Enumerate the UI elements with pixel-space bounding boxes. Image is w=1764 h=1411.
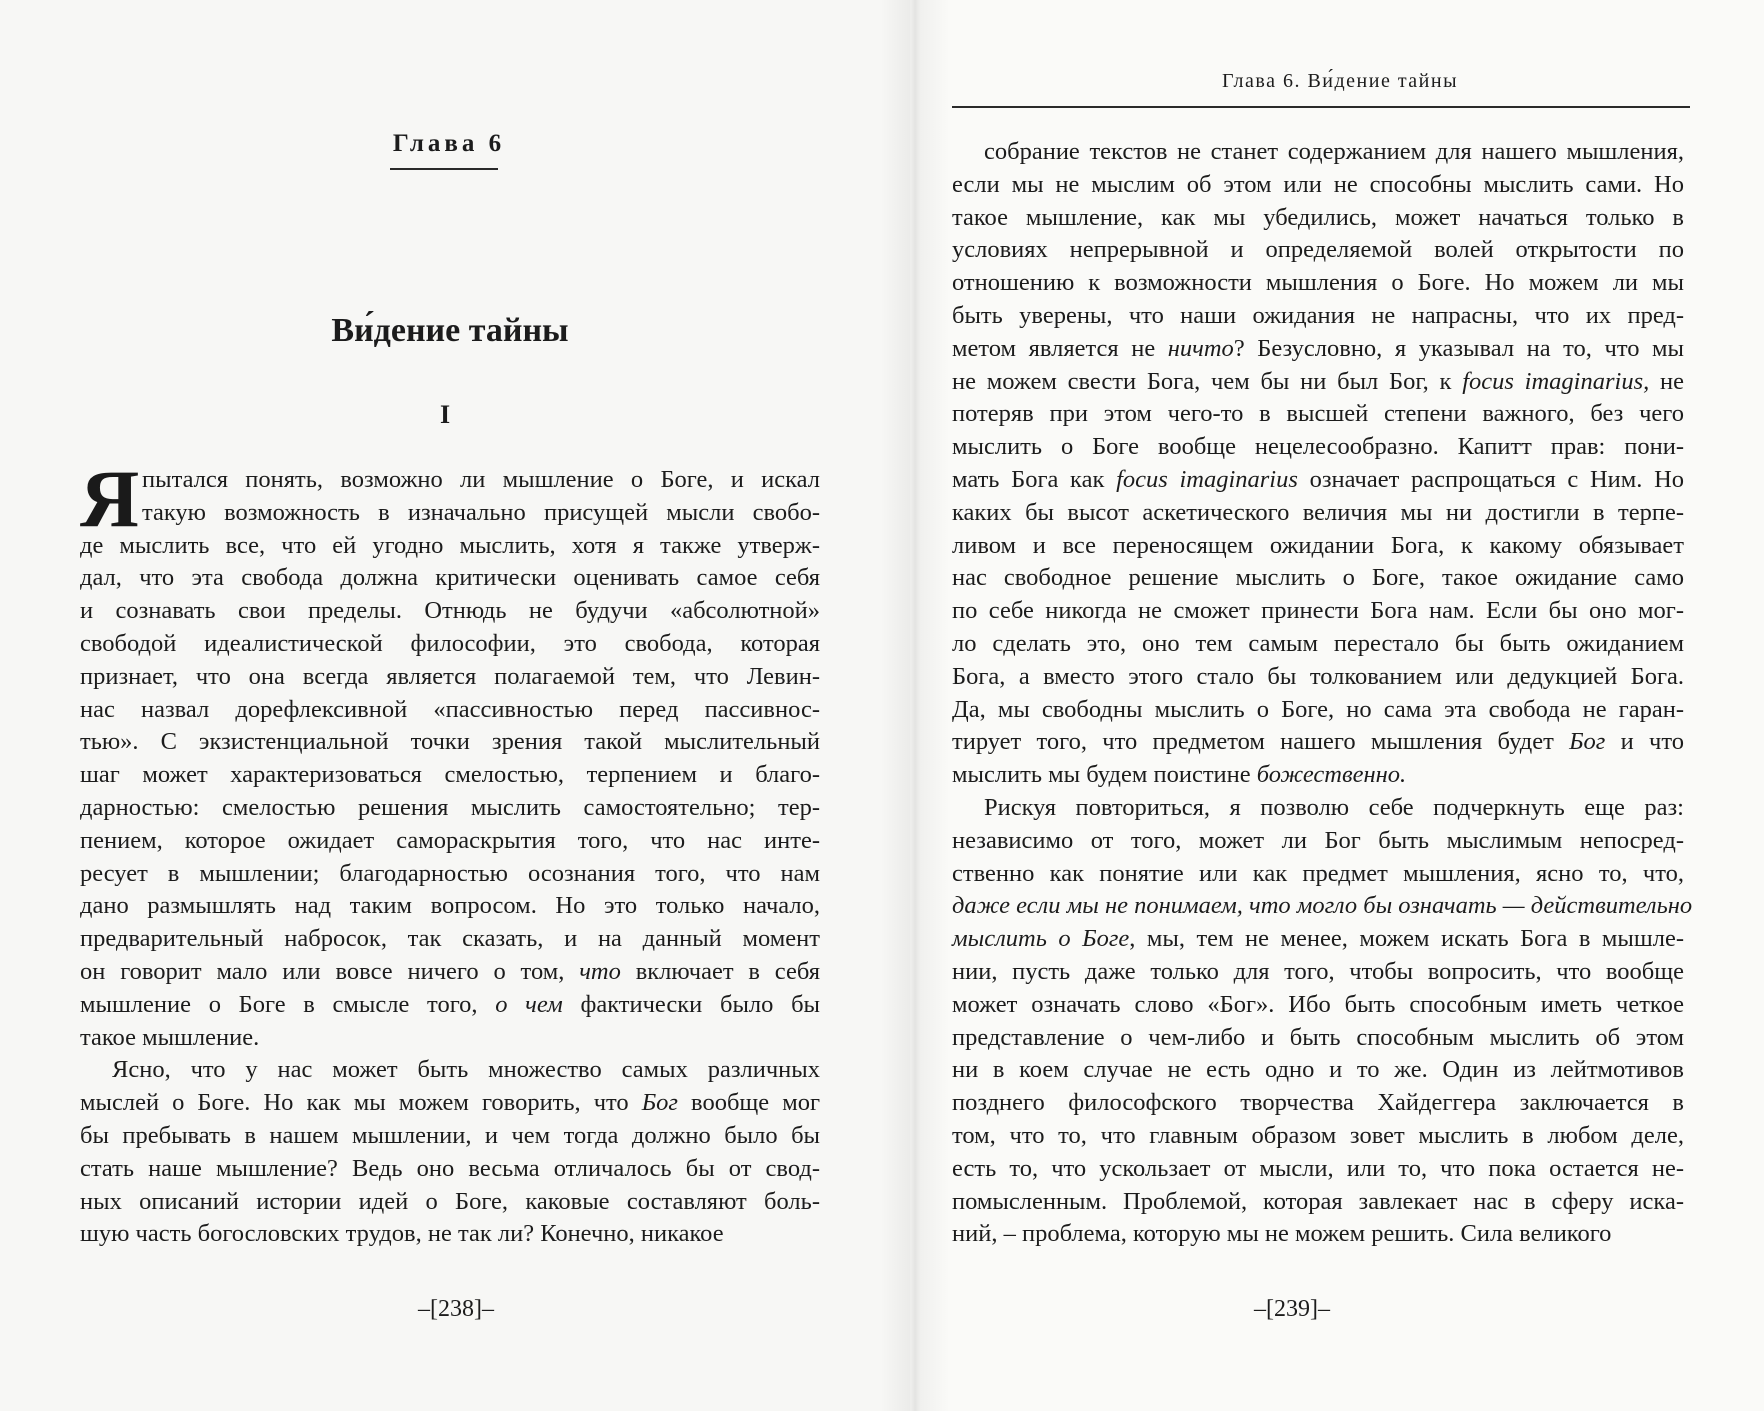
text-line [80, 661, 820, 694]
text-run: мышление о Боге в смысле того, [80, 990, 496, 1018]
text-run: условиях непрерывной и определяемой волей открытости по [952, 236, 1684, 264]
text-line [80, 595, 820, 628]
text-line [952, 1022, 1684, 1055]
text-line [952, 497, 1684, 530]
text-line [80, 759, 820, 792]
text-line [952, 1153, 1684, 1186]
italic-run: что [579, 957, 621, 985]
text-run: стать наше мышление? Ведь оно весьма отличалось бы от свод- [80, 1154, 820, 1182]
text-run: нас свободное решение мыслить о Боге, такое ожидание само [952, 564, 1684, 592]
italic-run: focus imaginarius, [1462, 367, 1650, 395]
text-line [952, 792, 1684, 825]
text-line [952, 1120, 1684, 1153]
text-run: ний, – проблема, которую мы не можем решить. Сила великого [952, 1220, 1612, 1248]
text-run: Бога, а вместо этого стало бы толкованием или дедукцией Бога. [952, 662, 1684, 690]
chapter-label: Глава 6 [392, 130, 506, 157]
italic-run: даже если мы не понимаем, что могло бы означать — действительно [952, 892, 1693, 920]
text-run: мать Бога как [952, 465, 1117, 493]
text-run: ных описаний истории идей о Боге, каковые составляют боль- [80, 1187, 820, 1215]
italic-run: focus imaginarius [1116, 465, 1298, 493]
page-number: –[239]– [1254, 1296, 1330, 1322]
text-line [80, 1087, 820, 1120]
text-line [80, 792, 820, 825]
drop-cap: Я [80, 453, 140, 544]
text-line [952, 431, 1684, 464]
running-head: Глава 6. Ви́дение тайны [1221, 70, 1459, 92]
text-run: шую часть богословских трудов, не так ли? Конечно, никакое [80, 1220, 724, 1248]
text-run: предварительный набросок, так сказать, и на данный момент [80, 925, 820, 953]
text-run: независимо от того, может ли Бог быть мыслимым непосред- [952, 826, 1684, 854]
text-line [952, 1186, 1684, 1219]
text-line [952, 1054, 1684, 1087]
text-run: мыслей о Боге. Но как мы можем говорить, что [80, 1089, 642, 1117]
text-line [952, 234, 1684, 267]
text-run: не можем свести Бога, чем бы ни был Бог, к [952, 367, 1463, 395]
text-run: том, что то, что главным образом зовет мыслить в любом деле, [952, 1121, 1684, 1149]
text-run: дал, что эта свобода должна критически оценивать самое себя [80, 564, 820, 592]
text-line [80, 923, 820, 956]
text-line [80, 562, 820, 595]
text-line [952, 464, 1684, 497]
italic-run: о чем [495, 990, 563, 1018]
text-line [80, 464, 820, 497]
text-run: представление о чем-либо и быть способным мыслить об этом [952, 1023, 1684, 1051]
text-run: ливом и все переносящем ожидании Бога, к какому обязывает [952, 531, 1684, 559]
text-line [952, 1087, 1684, 1120]
text-run: дано размышлять над таким вопросом. Но это только начало, [80, 892, 820, 920]
text-line [952, 628, 1684, 661]
text-line [952, 726, 1684, 759]
page-number: –[238]– [418, 1296, 494, 1322]
text-line [952, 333, 1684, 366]
text-run: Да, мы свободны мыслить о Боге, но сама эта свобода не гаран- [952, 695, 1684, 723]
text-run: по себе никогда не сможет принести Бога нам. Если бы оно мог- [952, 597, 1684, 625]
text-run: Ясно, что у нас может быть множество самых различных [112, 1056, 820, 1084]
text-line [952, 595, 1684, 628]
text-run: ственно как понятие или как предмет мышления, ясно то, что, [952, 859, 1684, 887]
italic-run: Бог [1569, 728, 1606, 756]
text-run: означает распрощаться с Ним. Но [1297, 465, 1685, 493]
text-line [80, 989, 820, 1022]
text-run: позднего философского творчества Хайдеггера заключается в [952, 1089, 1684, 1117]
text-line [80, 628, 820, 661]
text-run: свободой идеалистической философии, это свобода, которая [80, 629, 820, 657]
text-line [952, 267, 1684, 300]
text-line [952, 136, 1684, 169]
text-line [952, 562, 1684, 595]
text-line [952, 923, 1684, 956]
text-run: метом является не [952, 334, 1168, 362]
text-line [80, 1218, 820, 1251]
text-run: ни в коем случае не есть одно и то же. Один из лейтмотивов [952, 1056, 1684, 1084]
text-run: помысленным. Проблемой, которая завлекает нас в сферу иска- [952, 1187, 1684, 1215]
text-line [952, 300, 1684, 333]
text-line [80, 1022, 820, 1055]
chapter-label-underline [390, 168, 498, 170]
text-line [952, 694, 1684, 727]
text-line [952, 890, 1693, 923]
text-line [952, 530, 1684, 563]
paragraph [80, 453, 821, 1054]
text-run: признает, что она всегда является полагаемой тем, что Левин- [80, 662, 820, 690]
text-run: может означать слово «Бог». Ибо быть способным иметь четкое [952, 990, 1684, 1018]
text-run: отношению к возможности мышления о Боге. Но можем ли мы [952, 269, 1684, 297]
text-run: не [1649, 367, 1684, 395]
text-line [952, 1218, 1684, 1251]
right-page [910, 0, 1764, 1411]
text-line [80, 1186, 820, 1219]
text-run: такое мышление, как мы убедились, может начаться только в [952, 203, 1684, 231]
paragraph [80, 1054, 820, 1251]
left-body-text [80, 453, 821, 1251]
text-line [952, 661, 1684, 694]
text-line [952, 858, 1684, 891]
text-run: включает в себя [620, 957, 820, 985]
text-line [952, 759, 1684, 792]
text-run: и что [1605, 728, 1684, 756]
section-number: I [439, 400, 451, 429]
italic-run: Бог [641, 1089, 678, 1117]
text-run: нас назвал дорефлексивной «пассивностью перед пассивнос- [80, 695, 820, 723]
text-line [952, 398, 1684, 431]
text-line [952, 989, 1684, 1022]
text-run: мыслить мы будем поистине [952, 761, 1257, 789]
text-run: пытался понять, возможно ли мышление о Боге, и искал [142, 466, 820, 493]
text-run: тирует того, что предметом нашего мышления будет [952, 728, 1570, 756]
text-run: нии, пусть даже только для того, чтобы вопросить, что вообще [952, 957, 1684, 985]
text-run: потеряв при этом чего-то в высшей степени важного, без чего [952, 400, 1684, 428]
header-rule [952, 106, 1690, 108]
text-run: бы пребывать в нашем мышлении, и чем тогда должно было бы [80, 1121, 820, 1149]
text-run: и сознавать свои пределы. Отнюдь не будучи «абсолютной» [80, 597, 820, 625]
text-run: ресует в мышлении; благодарностью осознания того, что нам [80, 859, 820, 887]
text-run: вообще мог [678, 1089, 820, 1117]
text-run: ? Безусловно, я указывал на то, что мы [1233, 334, 1684, 362]
italic-run: мыслить о Боге [952, 925, 1130, 953]
italic-run: божественно. [1256, 761, 1407, 789]
text-line [80, 1054, 820, 1087]
text-line [952, 202, 1684, 235]
text-line [80, 825, 820, 858]
text-run: ло сделать это, оно тем самым перестало бы быть ожиданием [952, 629, 1684, 657]
book-gutter-shadow [880, 0, 950, 1411]
text-run: он говорит мало или вовсе ничего о том, [80, 957, 580, 985]
text-run: есть то, что ускользает от мысли, или то, что пока остается не- [952, 1154, 1684, 1182]
text-run: Рискуя повториться, я позволю себе подчеркнуть еще раз: [984, 793, 1684, 821]
text-run: каких бы высот аскетического величия мы ни достигли в терпе- [952, 498, 1684, 526]
right-body-text [952, 136, 1693, 1251]
text-line [952, 169, 1684, 202]
text-line [952, 825, 1684, 858]
text-run: де мыслить все, что ей угодно мыслить, хотя я также утверж- [80, 531, 820, 559]
text-run: такое мышление. [80, 1023, 260, 1051]
text-line [80, 956, 820, 989]
text-line [80, 1153, 820, 1186]
text-run: если мы не мыслим об этом или не способны мыслить сами. Но [952, 170, 1684, 198]
italic-run: ничто [1167, 334, 1234, 362]
paragraph [952, 136, 1684, 792]
text-line [80, 530, 820, 563]
text-run: дарностью: смелостью решения мыслить самостоятельно; тер- [80, 793, 820, 821]
paragraph [952, 792, 1693, 1251]
text-run: фактически было бы [562, 990, 821, 1018]
text-run: быть уверены, что наши ожидания не напрасны, что их пред- [952, 301, 1684, 329]
text-run: шаг может характеризоваться смелостью, терпением и благо- [80, 761, 820, 789]
chapter-title: Ви́дение тайны [331, 312, 569, 349]
text-run: такую возможность в изначально присущей мысли свобо- [142, 498, 820, 526]
text-line [80, 858, 820, 891]
text-line [80, 497, 820, 530]
text-run: собрание текстов не станет содержанием для нашего мышления, [984, 138, 1684, 165]
text-line [952, 956, 1684, 989]
text-line [80, 890, 820, 923]
text-line [80, 1120, 820, 1153]
text-line [952, 366, 1684, 399]
text-run: тью». С экзистенциальной точки зрения такой мыслительный [80, 728, 820, 756]
text-run: мыслить о Боге вообще нецелесообразно. Капитт прав: пони- [952, 433, 1684, 461]
text-line [80, 694, 820, 727]
text-line [80, 726, 820, 759]
text-run: , мы, тем не менее, можем искать Бога в мышле- [1129, 925, 1684, 953]
text-run: пением, которое ожидает самораскрытия того, что нас инте- [80, 826, 820, 854]
